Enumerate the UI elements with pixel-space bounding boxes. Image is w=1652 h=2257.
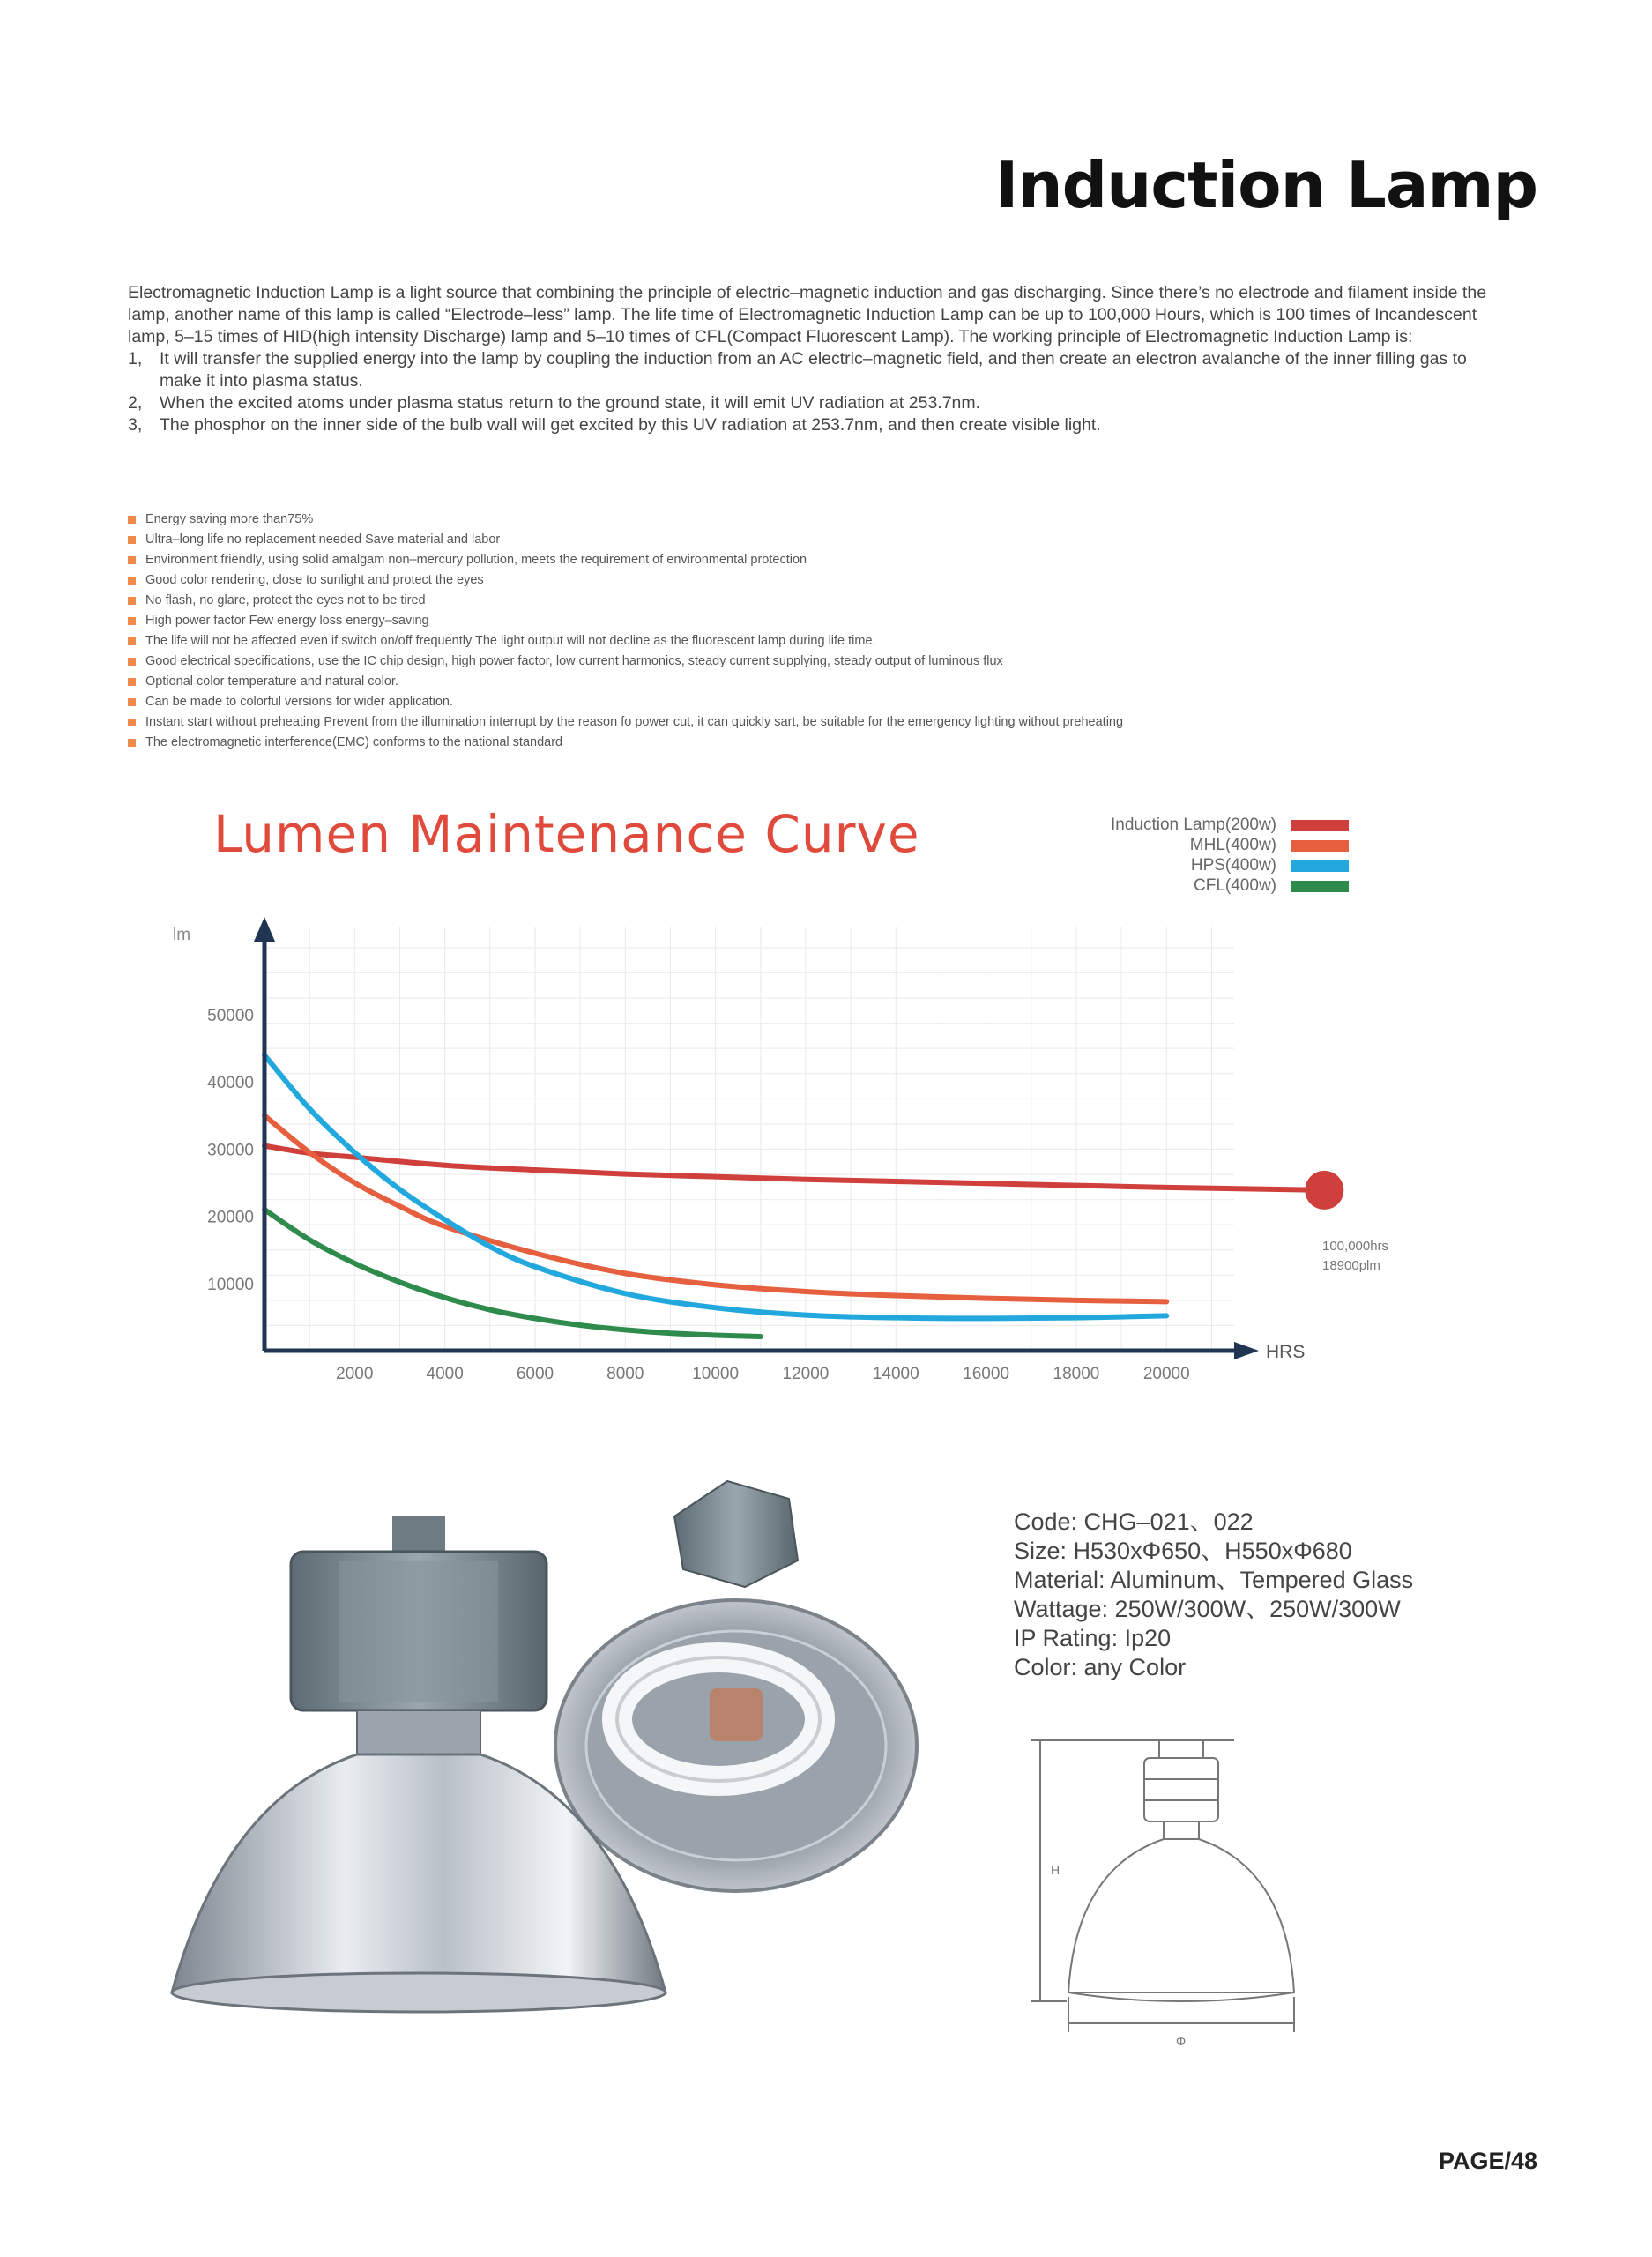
feature-item: Ultra–long life no replacement needed Save material and labor [128, 530, 1503, 550]
spec-color: Color: any Color [1014, 1654, 1187, 1680]
spec-ip-rating: IP Rating: Ip20 [1014, 1625, 1172, 1651]
spec-material: Material: Aluminum、Tempered Glass [1014, 1567, 1414, 1593]
chart-axes [254, 917, 1259, 1359]
legend-swatch [1291, 840, 1349, 852]
lumen-maintenance-chart [0, 776, 1652, 1411]
x-tick-label: 8000 [606, 1365, 644, 1383]
feature-list [128, 510, 1503, 753]
x-tick-label: 4000 [426, 1365, 464, 1383]
principle-step: 3, The phosphor on the inner side of the bulb wall will get excited by this UV radiation at 253.7nm, and then create visible light. [128, 415, 1101, 435]
legend-label: MHL(400w) [1189, 836, 1276, 854]
spec-code: Code: CHG–021、022 [1014, 1508, 1254, 1535]
chart-title: Lumen Maintenance Curve [213, 804, 920, 864]
x-tick-label: 6000 [516, 1365, 554, 1383]
feature-item: Good electrical specifications, use the IC chip design, high power factor, low current harmonics, steady current supplying, steady output of luminous flux [128, 652, 1503, 672]
y-tick-label: 40000 [207, 1074, 254, 1093]
series-line-0 [264, 1146, 1324, 1190]
y-axis-arrow [254, 917, 275, 942]
principle-step: 1, It will transfer the supplied energy into the lamp by coupling the induction from an AC electric–magnetic field, and then create an electron avalanche of the inner filling gas to make it into plasma status. [128, 349, 1467, 391]
principle-step: 2, When the excited atoms under plasma status return to the ground state, it will emit UV radiation at 253.7nm. [128, 393, 981, 413]
y-tick-label: 20000 [207, 1208, 254, 1227]
legend-swatch [1291, 881, 1349, 892]
x-axis-label: HRS [1266, 1342, 1306, 1362]
endpoint-dot [1305, 1171, 1343, 1210]
height-label: H [1051, 1863, 1060, 1877]
intro-paragraph: Electromagnetic Induction Lamp is a light source that combining the principle of electric–magnetic induction and gas discharging. Since there’s no electrode and filament inside the lamp, another name of this lamp is called “Electrode–less” lamp. The life time of Electromagnetic Induction Lamp can be up to 100,000 Hours, which is 100 times of Incandescent lamp, 5–15 times of HID(high intensity Discharge) lamp and 5–10 times of CFL(Compact Fluorescent Lamp). The working principle of Electromagnetic Induction Lamp is: [128, 283, 1487, 346]
legend-entry [979, 856, 1349, 875]
page-number: PAGE/48 [1438, 2148, 1537, 2174]
diameter-label: Φ [1176, 2034, 1187, 2048]
dimension-drawing [1031, 1728, 1331, 2063]
endpoint-annotation: 100,000hrs [1322, 1239, 1389, 1254]
legend-swatch [1291, 860, 1349, 872]
legend-entry [979, 876, 1349, 896]
induction-lamp-reflector-icon [555, 1481, 917, 1891]
page-title: Induction Lamp [994, 148, 1537, 222]
product-photo [154, 1464, 930, 2028]
series-line-3 [264, 1210, 761, 1337]
x-tick-label: 10000 [692, 1365, 740, 1383]
legend-label: CFL(400w) [1194, 876, 1276, 895]
endpoint-annotation: 18900plm [1322, 1258, 1380, 1273]
legend-swatch [1291, 820, 1349, 831]
chart-legend [979, 816, 1349, 897]
legend-label: HPS(400w) [1190, 856, 1276, 875]
spec-wattage: Wattage: 250W/300W、250W/300W [1014, 1596, 1401, 1622]
legend-label: Induction Lamp(200w) [1111, 816, 1276, 834]
y-tick-label: 30000 [207, 1141, 254, 1160]
feature-item: The electromagnetic interference(EMC) conforms to the national standard [128, 733, 1503, 753]
product-specs [1014, 1508, 1413, 1682]
x-tick-label: 2000 [336, 1365, 374, 1383]
x-tick-label: 12000 [782, 1365, 830, 1383]
feature-item: Good color rendering, close to sunlight and protect the eyes [128, 570, 1503, 591]
feature-item: Energy saving more than75% [128, 510, 1503, 530]
feature-item: Optional color temperature and natural color. [128, 672, 1503, 692]
x-tick-label: 16000 [963, 1365, 1010, 1383]
legend-entry [979, 836, 1349, 855]
chart-series [264, 1055, 1343, 1337]
feature-item: The life will not be affected even if switch on/off frequently The light output will not decline as the fluorescent lamp during life time. [128, 631, 1503, 652]
x-tick-label: 20000 [1142, 1365, 1190, 1383]
spec-size: Size: H530xΦ650、H550xΦ680 [1014, 1538, 1352, 1564]
legend-entry [979, 816, 1349, 835]
x-tick-label: 18000 [1053, 1365, 1100, 1383]
feature-item: No flash, no glare, protect the eyes not to be tired [128, 591, 1503, 611]
feature-item: Environment friendly, using solid amalgam non–mercury pollution, meets the requirement of environmental protection [128, 550, 1503, 570]
y-tick-label: 50000 [207, 1007, 254, 1026]
y-tick-label: 10000 [207, 1275, 254, 1294]
feature-item: Instant start without preheating Prevent from the illumination interrupt by the reason fo power cut, it can quickly sart, be suitable for the emergency lighting without preheating [128, 712, 1503, 733]
feature-item: High power factor Few energy loss energy–saving [128, 611, 1503, 631]
intro-text [128, 282, 1503, 436]
y-axis-label: lm [173, 926, 191, 944]
feature-item: Can be made to colorful versions for wider application. [128, 692, 1503, 712]
x-tick-label: 14000 [872, 1365, 919, 1383]
x-axis-arrow [1234, 1342, 1259, 1359]
working-principle-list [128, 348, 1503, 436]
